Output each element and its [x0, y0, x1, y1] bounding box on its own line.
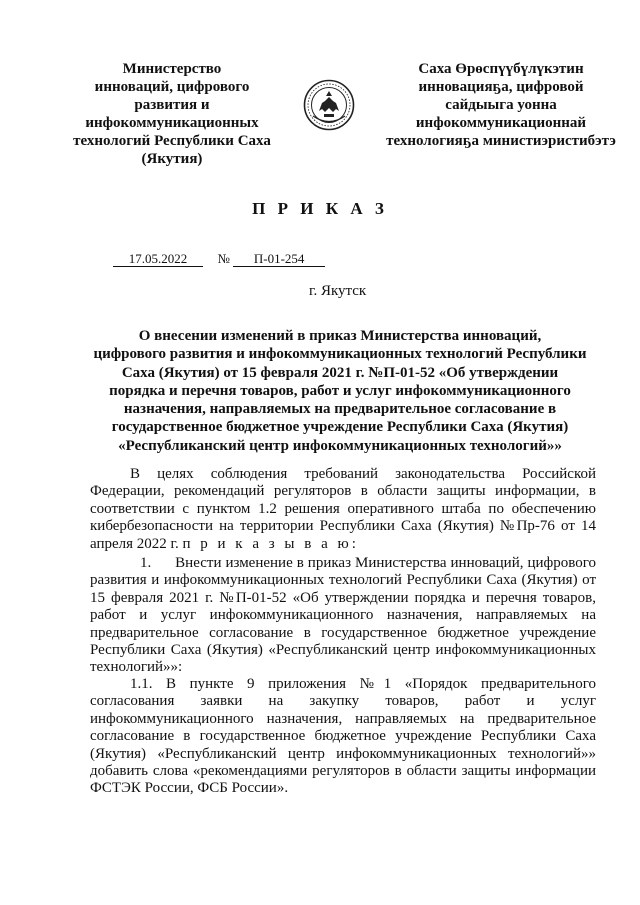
header-right-line: инновацияҕа, цифровой — [418, 79, 584, 95]
header-right-line: технологияҕа министиэристибэтэ — [386, 133, 616, 149]
header-left-line: развития и — [134, 97, 210, 113]
number-sign: № — [217, 251, 230, 266]
header-right-line: инфокоммуникационнай — [415, 115, 587, 131]
header-left-line: (Якутия) — [141, 151, 203, 167]
order-date: 17.05.2022 — [113, 252, 203, 267]
item-1-text: 1. Внести изменение в приказ Министерства инноваций, цифрового развития и инфокоммуникационных технологий Республики Саха (Якутия) от 15 февраля 2021 г. №П-01-52 «Об утверждении порядка и перечня товаров, работ и услуг инфокоммуникационного назначения, направляемых на предварительное согласование в государственное бюджетное учреждение Республики Саха (Якутия) «Республиканский центр инфокоммуникационных технологий»»: — [90, 555, 596, 676]
subject-line: назначения, направляемых на предварительное согласование в — [123, 401, 557, 418]
item-1-paragraph — [90, 555, 596, 677]
header-left-line: технологий Республики Саха — [73, 133, 271, 149]
order-subject — [80, 327, 600, 455]
ministry-name-russian — [52, 60, 292, 168]
coat-of-arms-icon — [303, 79, 355, 131]
subject-line: порядка и перечня товаров, работ и услуг инфокоммуникационного — [109, 382, 571, 399]
subject-line: государственное бюджетное учреждение Республики Саха (Якутия) — [111, 419, 569, 436]
subject-line: Саха (Якутия) от 15 февраля 2021 г. №П-01-52 «Об утверждении — [121, 364, 559, 381]
item-1-1-text: 1.1. В пункте 9 приложения №1 «Порядок предварительного согласования заявки на закупку товаров, работ и услуг инфокоммуникационного назначения, направляемых на предварительное согласование в государственное бюджетное учреждение Республики Саха (Якутия) «Республиканский центр инфокоммуникационных технологий»» добавить слова «рекомендациями регуляторов в области защиты информации ФСТЭК России, ФСБ России». — [90, 676, 596, 797]
header-left-line: инноваций, цифрового — [94, 79, 250, 95]
subject-line: цифрового развития и инфокоммуникационных технологий Республики — [93, 346, 587, 363]
header-right-line: сайдыыга уонна — [445, 97, 557, 113]
header-left-line: инфокоммуникационных — [85, 115, 259, 131]
order-number: П-01-254 — [233, 252, 325, 267]
city-label: г. Якутск — [309, 283, 367, 299]
subject-line: «Республиканский центр инфокоммуникационных технологий»» — [118, 437, 562, 454]
preamble-paragraph — [90, 466, 596, 553]
document-type-title: П Р И К А З — [252, 199, 388, 218]
header-right-line: Саха Өрөспүүбүлүкэтин — [418, 61, 584, 77]
registration-line — [113, 251, 325, 267]
subject-line: О внесении изменений в приказ Министерства инноваций, — [138, 328, 542, 344]
preamble-text: В целях соблюдения требований законодательства Российской Федерации, рекомендаций регуляторов в области защиты информации, в соответствии с пунктом 1.2 решения оперативного штаба по обеспечению кибербезопасности на территории Республики Саха (Якутия) №Пр-76 от 14 апреля 2022 г. — [90, 466, 596, 552]
header-left-line: Министерство — [122, 61, 222, 77]
ministry-name-yakut — [378, 60, 624, 150]
item-1-1-paragraph — [90, 676, 596, 798]
order-word: п р и к а з ы в а ю: — [182, 535, 359, 552]
